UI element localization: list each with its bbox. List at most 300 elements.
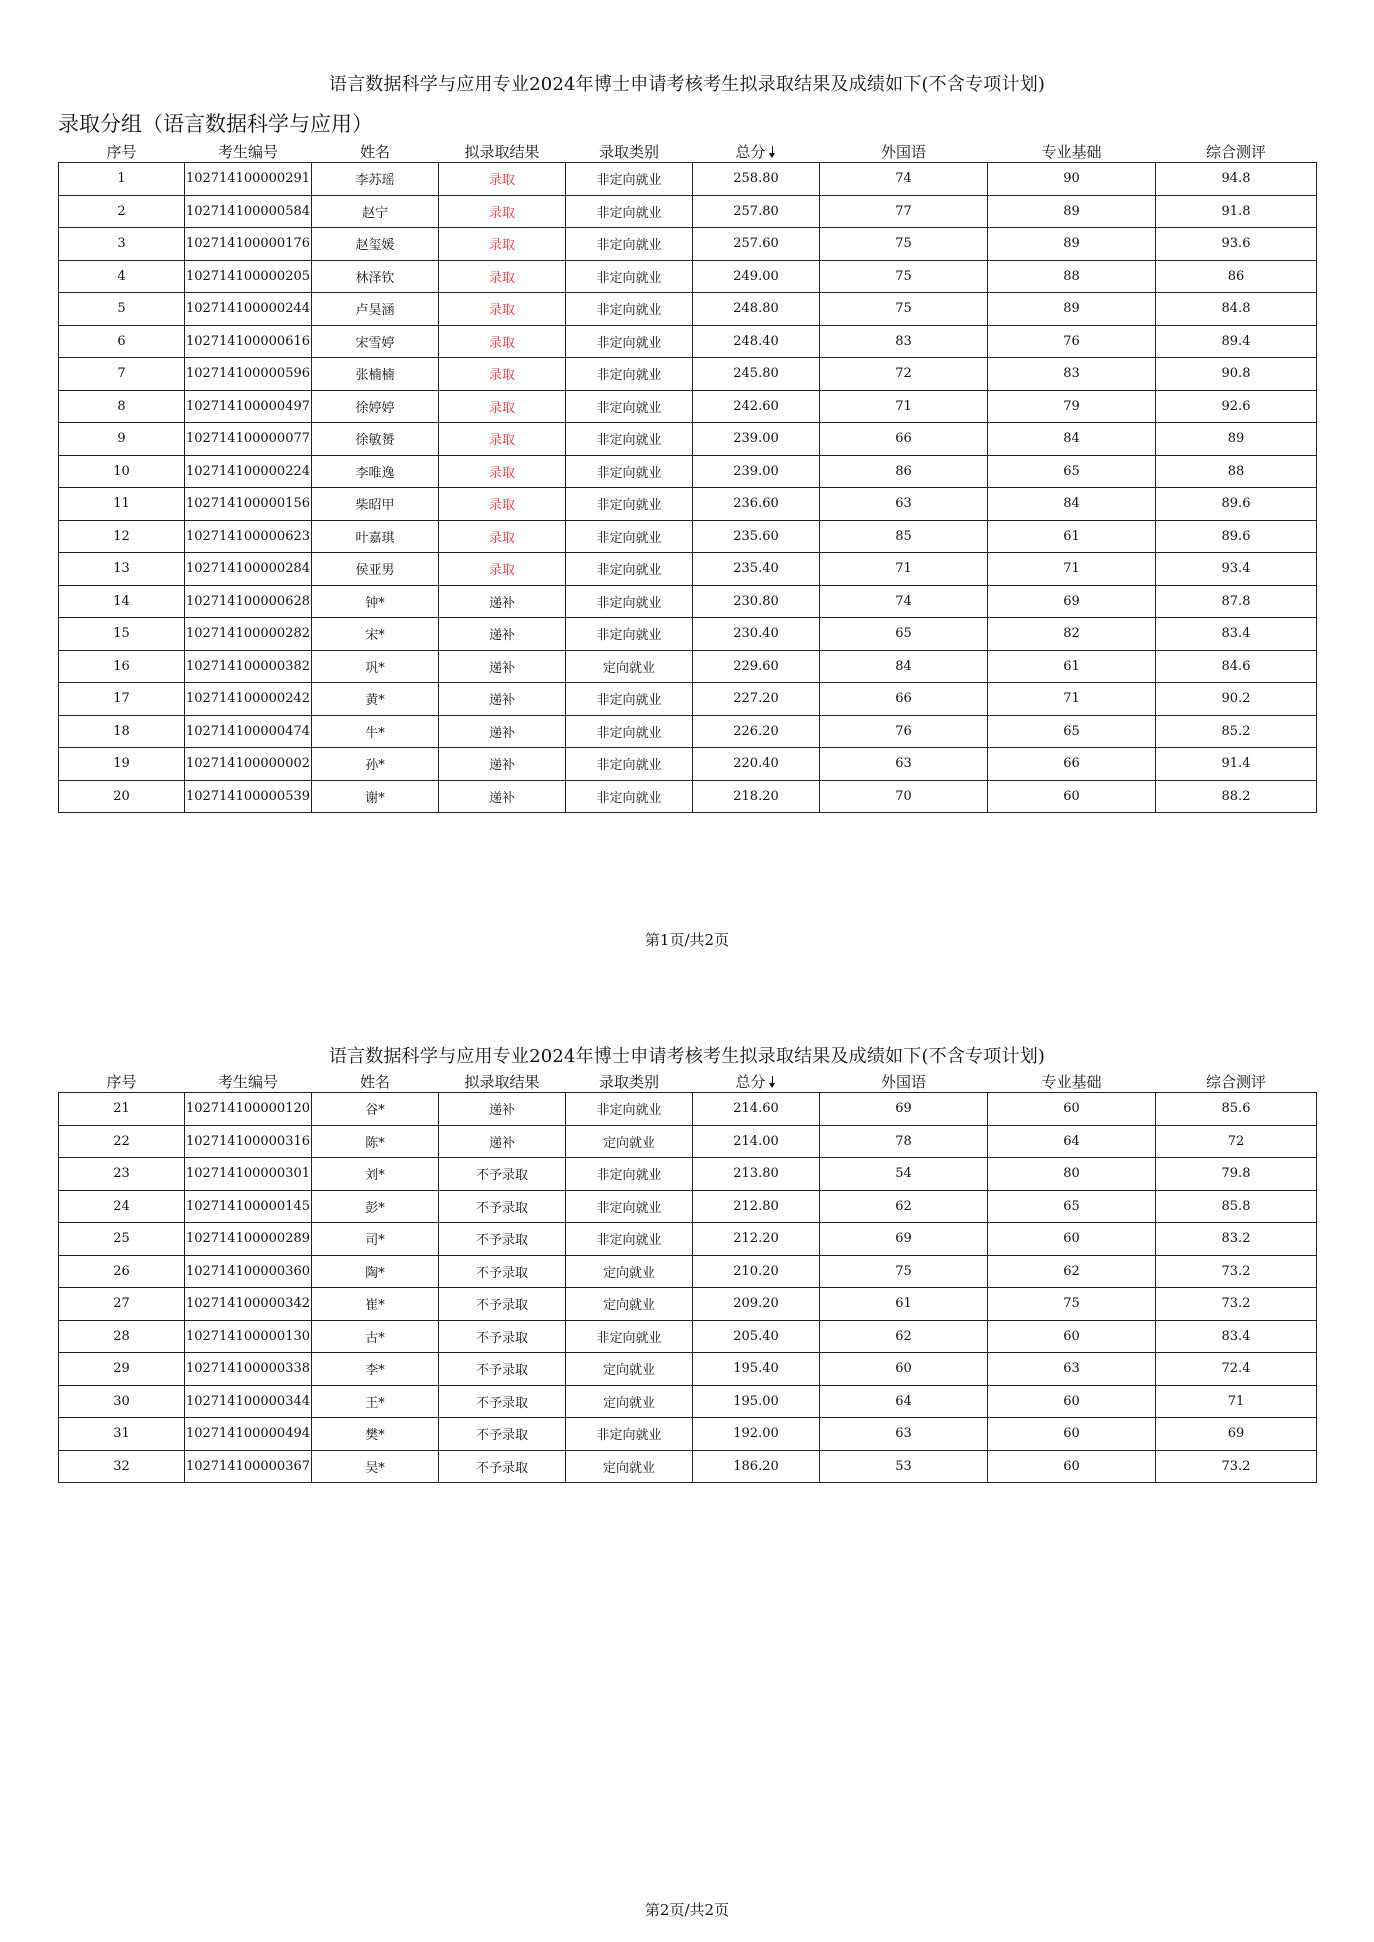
cell-category: 非定向就业 — [566, 683, 693, 716]
cell-category: 非定向就业 — [566, 715, 693, 748]
table-row — [59, 358, 1317, 391]
table-row — [59, 228, 1317, 261]
cell-category: 非定向就业 — [566, 1223, 693, 1256]
cell-total: 236.60 — [693, 488, 820, 521]
cell-foreign-language: 62 — [820, 1190, 988, 1223]
cell-comprehensive: 91.8 — [1156, 195, 1317, 228]
cell-result: 录取 — [439, 390, 566, 423]
cell-total: 195.40 — [693, 1353, 820, 1386]
col-header-index: 序号 — [106, 1073, 137, 1091]
cell-category: 非定向就业 — [566, 423, 693, 456]
col-header-name: 姓名 — [359, 1073, 390, 1091]
table-row — [59, 618, 1317, 651]
table-row — [59, 553, 1317, 586]
cell-result: 递补 — [439, 683, 566, 716]
cell-category: 非定向就业 — [566, 1093, 693, 1126]
cell-comprehensive: 71 — [1156, 1385, 1317, 1418]
table-row — [59, 1288, 1317, 1321]
cell-foreign-language: 75 — [820, 260, 988, 293]
cell-result: 递补 — [439, 748, 566, 781]
table-row — [59, 1353, 1317, 1386]
cell-comprehensive: 84.6 — [1156, 650, 1317, 683]
cell-index: 7 — [59, 358, 185, 391]
cell-category: 定向就业 — [566, 1288, 693, 1321]
table-row — [59, 488, 1317, 521]
cell-result: 录取 — [439, 325, 566, 358]
cell-comprehensive: 87.8 — [1156, 585, 1317, 618]
cell-name: 牛* — [312, 715, 439, 748]
cell-candidate-id: 102714100000338 — [185, 1353, 312, 1386]
cell-category: 非定向就业 — [566, 228, 693, 261]
cell-major-basics: 63 — [988, 1353, 1156, 1386]
cell-major-basics: 64 — [988, 1125, 1156, 1158]
col-header-foreign-language: 外国语 — [880, 143, 926, 161]
cell-major-basics: 80 — [988, 1158, 1156, 1191]
cell-candidate-id: 102714100000342 — [185, 1288, 312, 1321]
document-title: 语言数据科学与应用专业2024年博士申请考核考生拟录取结果及成绩如下(不含专项计划) — [328, 74, 1046, 95]
cell-index: 10 — [59, 455, 185, 488]
cell-major-basics: 71 — [988, 553, 1156, 586]
table-row — [59, 1320, 1317, 1353]
cell-name: 赵宁 — [312, 195, 439, 228]
cell-major-basics: 61 — [988, 520, 1156, 553]
cell-name: 卢昊涵 — [312, 293, 439, 326]
cell-major-basics: 65 — [988, 1190, 1156, 1223]
cell-total: 226.20 — [693, 715, 820, 748]
col-header-category: 录取类别 — [598, 1073, 659, 1091]
page-2 — [0, 970, 1374, 1942]
table-row — [59, 1158, 1317, 1191]
cell-category: 非定向就业 — [566, 553, 693, 586]
cell-result: 不予录取 — [439, 1288, 566, 1321]
cell-category: 非定向就业 — [566, 195, 693, 228]
table-row — [59, 163, 1317, 196]
cell-major-basics: 62 — [988, 1255, 1156, 1288]
sort-descending-arrow-icon[interactable] — [769, 146, 777, 158]
cell-result: 不予录取 — [439, 1385, 566, 1418]
cell-index: 9 — [59, 423, 185, 456]
group-label: 录取分组（语言数据科学与应用） — [58, 112, 373, 136]
cell-candidate-id: 102714100000316 — [185, 1125, 312, 1158]
cell-comprehensive: 83.2 — [1156, 1223, 1317, 1256]
cell-candidate-id: 102714100000244 — [185, 293, 312, 326]
results-table — [58, 1070, 1317, 1483]
cell-major-basics: 89 — [988, 195, 1156, 228]
cell-name: 柴昭甲 — [312, 488, 439, 521]
cell-index: 23 — [59, 1158, 185, 1191]
cell-name: 宋* — [312, 618, 439, 651]
cell-total: 235.40 — [693, 553, 820, 586]
cell-foreign-language: 76 — [820, 715, 988, 748]
col-header-comprehensive: 综合测评 — [1205, 143, 1266, 161]
cell-result: 录取 — [439, 260, 566, 293]
cell-comprehensive: 89 — [1156, 423, 1317, 456]
cell-index: 19 — [59, 748, 185, 781]
cell-major-basics: 60 — [988, 1223, 1156, 1256]
cell-name: 古* — [312, 1320, 439, 1353]
table-header-row — [59, 1070, 1317, 1093]
cell-category: 非定向就业 — [566, 780, 693, 813]
cell-result: 不予录取 — [439, 1320, 566, 1353]
cell-index: 32 — [59, 1450, 185, 1483]
cell-index: 24 — [59, 1190, 185, 1223]
cell-result: 录取 — [439, 358, 566, 391]
table-row — [59, 260, 1317, 293]
cell-name: 孙* — [312, 748, 439, 781]
cell-name: 黄* — [312, 683, 439, 716]
cell-major-basics: 61 — [988, 650, 1156, 683]
cell-result: 录取 — [439, 488, 566, 521]
table-row — [59, 650, 1317, 683]
cell-foreign-language: 71 — [820, 390, 988, 423]
cell-foreign-language: 71 — [820, 553, 988, 586]
table-header-row — [59, 140, 1317, 163]
cell-category: 定向就业 — [566, 1255, 693, 1288]
cell-index: 14 — [59, 585, 185, 618]
cell-comprehensive: 85.8 — [1156, 1190, 1317, 1223]
cell-total: 248.40 — [693, 325, 820, 358]
table-row — [59, 1190, 1317, 1223]
cell-category: 非定向就业 — [566, 520, 693, 553]
cell-category: 非定向就业 — [566, 748, 693, 781]
cell-name: 林泽钦 — [312, 260, 439, 293]
cell-name: 李* — [312, 1353, 439, 1386]
document-title: 语言数据科学与应用专业2024年博士申请考核考生拟录取结果及成绩如下(不含专项计划) — [328, 1046, 1046, 1067]
cell-candidate-id: 102714100000205 — [185, 260, 312, 293]
cell-candidate-id: 102714100000596 — [185, 358, 312, 391]
cell-major-basics: 65 — [988, 455, 1156, 488]
cell-category: 非定向就业 — [566, 390, 693, 423]
cell-foreign-language: 72 — [820, 358, 988, 391]
cell-index: 27 — [59, 1288, 185, 1321]
cell-major-basics: 88 — [988, 260, 1156, 293]
cell-foreign-language: 61 — [820, 1288, 988, 1321]
table-row — [59, 520, 1317, 553]
cell-comprehensive: 73.2 — [1156, 1288, 1317, 1321]
cell-comprehensive: 89.6 — [1156, 520, 1317, 553]
col-header-total[interactable] — [693, 140, 820, 163]
cell-candidate-id: 102714100000130 — [185, 1320, 312, 1353]
cell-result: 不予录取 — [439, 1255, 566, 1288]
cell-name: 李苏瑶 — [312, 163, 439, 196]
cell-index: 6 — [59, 325, 185, 358]
cell-total: 192.00 — [693, 1418, 820, 1451]
cell-total: 230.40 — [693, 618, 820, 651]
cell-comprehensive: 90.2 — [1156, 683, 1317, 716]
cell-foreign-language: 78 — [820, 1125, 988, 1158]
cell-foreign-language: 84 — [820, 650, 988, 683]
cell-result: 录取 — [439, 163, 566, 196]
table-row — [59, 1223, 1317, 1256]
cell-name: 陈* — [312, 1125, 439, 1158]
cell-result: 递补 — [439, 1125, 566, 1158]
cell-total: 214.00 — [693, 1125, 820, 1158]
cell-major-basics: 60 — [988, 1450, 1156, 1483]
cell-candidate-id: 102714100000584 — [185, 195, 312, 228]
cell-name: 赵玺媛 — [312, 228, 439, 261]
sort-descending-arrow-icon[interactable] — [769, 1076, 777, 1088]
cell-category: 非定向就业 — [566, 455, 693, 488]
cell-index: 26 — [59, 1255, 185, 1288]
cell-name: 宋雪婷 — [312, 325, 439, 358]
cell-comprehensive: 89.4 — [1156, 325, 1317, 358]
col-header-candidate-id: 考生编号 — [217, 1073, 278, 1091]
cell-major-basics: 60 — [988, 780, 1156, 813]
cell-candidate-id: 102714100000224 — [185, 455, 312, 488]
col-header-major-basics: 专业基础 — [1041, 1073, 1102, 1091]
cell-comprehensive: 90.8 — [1156, 358, 1317, 391]
cell-total: 214.60 — [693, 1093, 820, 1126]
cell-total: 257.60 — [693, 228, 820, 261]
col-header-result: 拟录取结果 — [464, 143, 540, 161]
cell-index: 1 — [59, 163, 185, 196]
cell-comprehensive: 72 — [1156, 1125, 1317, 1158]
cell-total: 242.60 — [693, 390, 820, 423]
cell-major-basics: 60 — [988, 1418, 1156, 1451]
cell-result: 录取 — [439, 455, 566, 488]
cell-major-basics: 65 — [988, 715, 1156, 748]
cell-name: 徐婷婷 — [312, 390, 439, 423]
cell-category: 非定向就业 — [566, 1418, 693, 1451]
col-header-total[interactable] — [693, 1070, 820, 1093]
cell-total: 245.80 — [693, 358, 820, 391]
cell-total: 230.80 — [693, 585, 820, 618]
cell-category: 非定向就业 — [566, 618, 693, 651]
cell-index: 11 — [59, 488, 185, 521]
cell-name: 徐敏赟 — [312, 423, 439, 456]
cell-index: 8 — [59, 390, 185, 423]
cell-candidate-id: 102714100000474 — [185, 715, 312, 748]
cell-candidate-id: 102714100000002 — [185, 748, 312, 781]
col-header-name: 姓名 — [359, 143, 390, 161]
cell-candidate-id: 102714100000077 — [185, 423, 312, 456]
cell-result: 不予录取 — [439, 1158, 566, 1191]
cell-name: 钟* — [312, 585, 439, 618]
cell-name: 王* — [312, 1385, 439, 1418]
cell-comprehensive: 69 — [1156, 1418, 1317, 1451]
table-row — [59, 293, 1317, 326]
cell-index: 15 — [59, 618, 185, 651]
cell-total: 239.00 — [693, 455, 820, 488]
cell-major-basics: 69 — [988, 585, 1156, 618]
cell-name: 叶嘉琪 — [312, 520, 439, 553]
cell-total: 195.00 — [693, 1385, 820, 1418]
cell-candidate-id: 102714100000367 — [185, 1450, 312, 1483]
cell-foreign-language: 60 — [820, 1353, 988, 1386]
cell-name: 李唯逸 — [312, 455, 439, 488]
cell-index: 4 — [59, 260, 185, 293]
cell-result: 录取 — [439, 228, 566, 261]
cell-name: 崔* — [312, 1288, 439, 1321]
cell-total: 220.40 — [693, 748, 820, 781]
cell-comprehensive: 88 — [1156, 455, 1317, 488]
cell-comprehensive: 85.6 — [1156, 1093, 1317, 1126]
cell-total: 212.80 — [693, 1190, 820, 1223]
cell-total: 229.60 — [693, 650, 820, 683]
cell-category: 非定向就业 — [566, 488, 693, 521]
cell-comprehensive: 73.2 — [1156, 1255, 1317, 1288]
cell-candidate-id: 102714100000176 — [185, 228, 312, 261]
cell-total: 227.20 — [693, 683, 820, 716]
cell-major-basics: 83 — [988, 358, 1156, 391]
cell-result: 不予录取 — [439, 1353, 566, 1386]
cell-comprehensive: 92.6 — [1156, 390, 1317, 423]
cell-foreign-language: 83 — [820, 325, 988, 358]
cell-name: 张楠楠 — [312, 358, 439, 391]
cell-result: 递补 — [439, 618, 566, 651]
cell-index: 3 — [59, 228, 185, 261]
cell-comprehensive: 83.4 — [1156, 1320, 1317, 1353]
results-table — [58, 140, 1317, 813]
cell-index: 20 — [59, 780, 185, 813]
cell-name: 彭* — [312, 1190, 439, 1223]
cell-comprehensive: 94.8 — [1156, 163, 1317, 196]
cell-comprehensive: 72.4 — [1156, 1353, 1317, 1386]
cell-index: 16 — [59, 650, 185, 683]
col-header-foreign-language: 外国语 — [880, 1073, 926, 1091]
cell-candidate-id: 102714100000360 — [185, 1255, 312, 1288]
cell-category: 非定向就业 — [566, 585, 693, 618]
cell-result: 录取 — [439, 553, 566, 586]
cell-candidate-id: 102714100000344 — [185, 1385, 312, 1418]
col-header-category: 录取类别 — [598, 143, 659, 161]
table-row — [59, 325, 1317, 358]
cell-major-basics: 75 — [988, 1288, 1156, 1321]
table-row — [59, 1385, 1317, 1418]
cell-name: 谢* — [312, 780, 439, 813]
cell-category: 定向就业 — [566, 1353, 693, 1386]
cell-result: 不予录取 — [439, 1418, 566, 1451]
cell-candidate-id: 102714100000539 — [185, 780, 312, 813]
cell-comprehensive: 93.4 — [1156, 553, 1317, 586]
cell-candidate-id: 102714100000291 — [185, 163, 312, 196]
cell-major-basics: 82 — [988, 618, 1156, 651]
cell-foreign-language: 74 — [820, 585, 988, 618]
cell-major-basics: 84 — [988, 423, 1156, 456]
cell-total: 257.80 — [693, 195, 820, 228]
table-row — [59, 423, 1317, 456]
cell-major-basics: 60 — [988, 1093, 1156, 1126]
cell-index: 22 — [59, 1125, 185, 1158]
cell-result: 不予录取 — [439, 1450, 566, 1483]
cell-major-basics: 90 — [988, 163, 1156, 196]
cell-foreign-language: 75 — [820, 1255, 988, 1288]
table-row — [59, 1125, 1317, 1158]
cell-category: 定向就业 — [566, 1125, 693, 1158]
cell-candidate-id: 102714100000284 — [185, 553, 312, 586]
cell-foreign-language: 75 — [820, 293, 988, 326]
cell-result: 递补 — [439, 715, 566, 748]
cell-result: 递补 — [439, 1093, 566, 1126]
col-header-comprehensive: 综合测评 — [1205, 1073, 1266, 1091]
cell-foreign-language: 66 — [820, 423, 988, 456]
cell-index: 31 — [59, 1418, 185, 1451]
cell-comprehensive: 73.2 — [1156, 1450, 1317, 1483]
cell-foreign-language: 75 — [820, 228, 988, 261]
cell-major-basics: 79 — [988, 390, 1156, 423]
cell-comprehensive: 79.8 — [1156, 1158, 1317, 1191]
cell-foreign-language: 54 — [820, 1158, 988, 1191]
table-row — [59, 1450, 1317, 1483]
cell-candidate-id: 102714100000494 — [185, 1418, 312, 1451]
cell-category: 非定向就业 — [566, 325, 693, 358]
cell-total: 205.40 — [693, 1320, 820, 1353]
cell-result: 递补 — [439, 780, 566, 813]
cell-total: 258.80 — [693, 163, 820, 196]
col-header-result: 拟录取结果 — [464, 1073, 540, 1091]
cell-name: 樊* — [312, 1418, 439, 1451]
cell-foreign-language: 63 — [820, 1418, 988, 1451]
cell-major-basics: 89 — [988, 293, 1156, 326]
table-row — [59, 390, 1317, 423]
cell-result: 录取 — [439, 423, 566, 456]
cell-total: 212.20 — [693, 1223, 820, 1256]
cell-total: 239.00 — [693, 423, 820, 456]
cell-foreign-language: 66 — [820, 683, 988, 716]
cell-result: 录取 — [439, 293, 566, 326]
cell-index: 21 — [59, 1093, 185, 1126]
cell-name: 巩* — [312, 650, 439, 683]
cell-name: 司* — [312, 1223, 439, 1256]
cell-result: 录取 — [439, 520, 566, 553]
cell-index: 30 — [59, 1385, 185, 1418]
cell-result: 递补 — [439, 650, 566, 683]
cell-total: 248.80 — [693, 293, 820, 326]
cell-major-basics: 71 — [988, 683, 1156, 716]
cell-candidate-id: 102714100000156 — [185, 488, 312, 521]
cell-comprehensive: 91.4 — [1156, 748, 1317, 781]
table-row — [59, 195, 1317, 228]
table-row — [59, 683, 1317, 716]
cell-name: 刘* — [312, 1158, 439, 1191]
cell-foreign-language: 74 — [820, 163, 988, 196]
cell-category: 非定向就业 — [566, 163, 693, 196]
cell-candidate-id: 102714100000497 — [185, 390, 312, 423]
cell-candidate-id: 102714100000616 — [185, 325, 312, 358]
cell-candidate-id: 102714100000242 — [185, 683, 312, 716]
cell-major-basics: 84 — [988, 488, 1156, 521]
cell-comprehensive: 85.2 — [1156, 715, 1317, 748]
cell-category: 非定向就业 — [566, 1158, 693, 1191]
col-header-total-label: 总分 — [735, 1073, 766, 1091]
cell-candidate-id: 102714100000289 — [185, 1223, 312, 1256]
col-header-total-label: 总分 — [735, 143, 766, 161]
cell-foreign-language: 63 — [820, 748, 988, 781]
cell-category: 非定向就业 — [566, 260, 693, 293]
cell-index: 2 — [59, 195, 185, 228]
cell-foreign-language: 85 — [820, 520, 988, 553]
cell-index: 25 — [59, 1223, 185, 1256]
cell-index: 17 — [59, 683, 185, 716]
cell-foreign-language: 62 — [820, 1320, 988, 1353]
page-1 — [0, 0, 1374, 970]
table-row — [59, 1255, 1317, 1288]
cell-result: 不予录取 — [439, 1223, 566, 1256]
col-header-major-basics: 专业基础 — [1041, 143, 1102, 161]
cell-total: 209.20 — [693, 1288, 820, 1321]
cell-name: 陶* — [312, 1255, 439, 1288]
cell-index: 13 — [59, 553, 185, 586]
cell-category: 非定向就业 — [566, 1320, 693, 1353]
cell-candidate-id: 102714100000382 — [185, 650, 312, 683]
cell-index: 5 — [59, 293, 185, 326]
cell-foreign-language: 64 — [820, 1385, 988, 1418]
cell-name: 侯亚男 — [312, 553, 439, 586]
table-row — [59, 585, 1317, 618]
col-header-index: 序号 — [106, 143, 137, 161]
cell-foreign-language: 77 — [820, 195, 988, 228]
cell-index: 28 — [59, 1320, 185, 1353]
